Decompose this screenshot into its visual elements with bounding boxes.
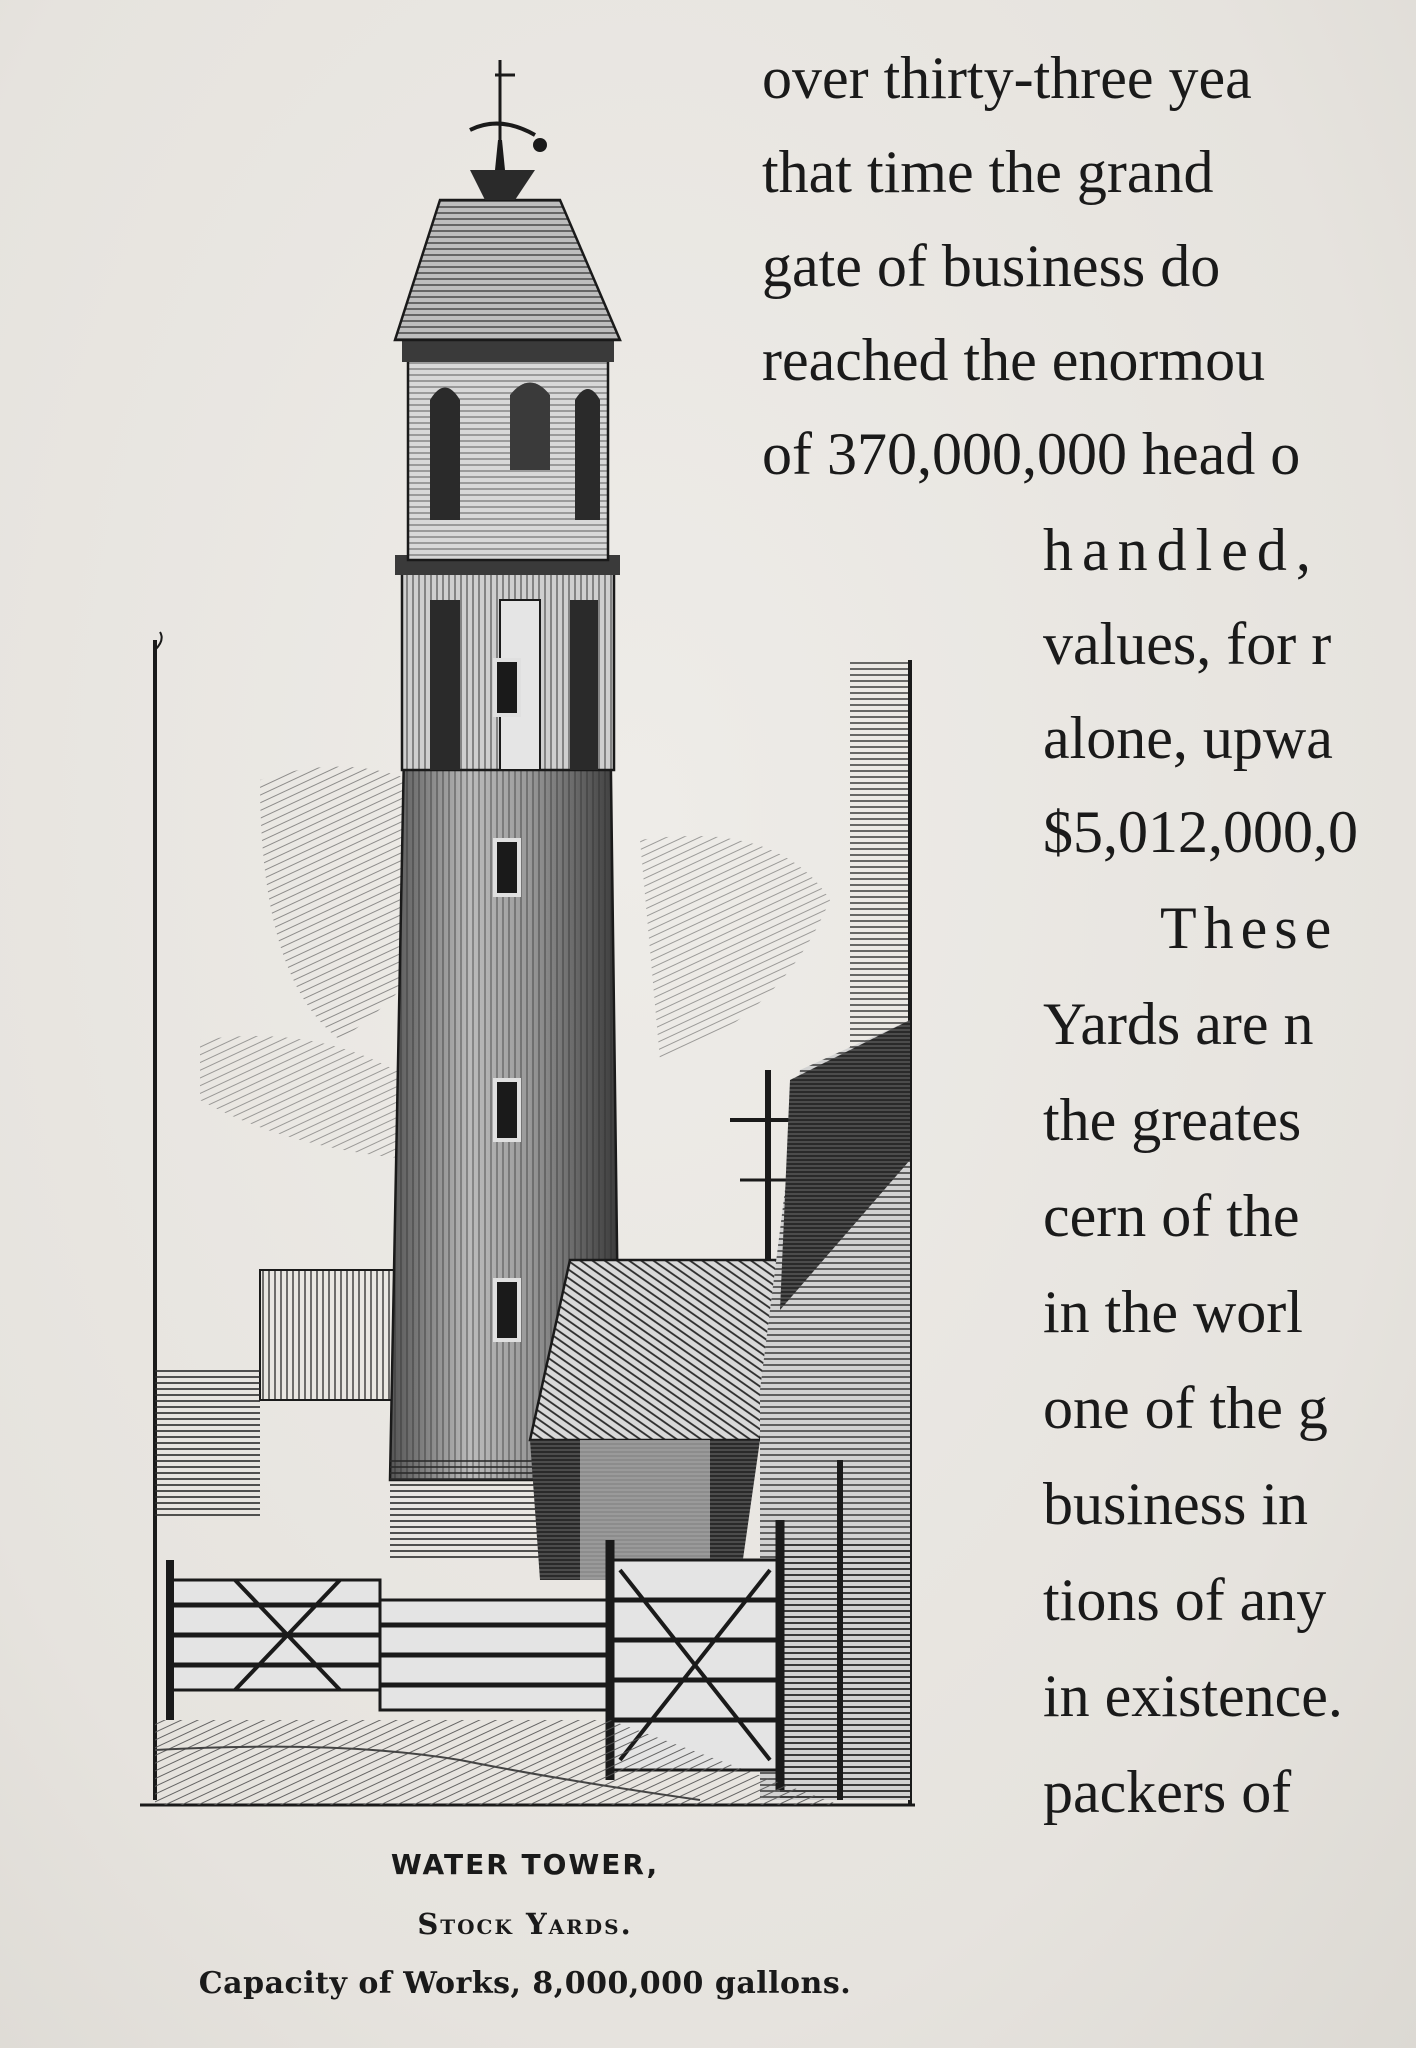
body-text-line: the greates bbox=[1043, 1087, 1302, 1153]
body-text-line: cern of the bbox=[1043, 1183, 1300, 1249]
body-text-line: packers of bbox=[1043, 1759, 1292, 1825]
body-text-line: of 370,000,000 head o bbox=[762, 421, 1301, 487]
body-text-line: These bbox=[1160, 895, 1339, 961]
body-text-line: one of the g bbox=[1043, 1375, 1328, 1441]
body-text-line: values, for r bbox=[1043, 611, 1332, 677]
body-text-line: tions of any bbox=[1043, 1567, 1327, 1633]
body-text-line: in existence. bbox=[1043, 1663, 1343, 1729]
body-text-line: business in bbox=[1043, 1471, 1309, 1537]
body-text-line: alone, upwa bbox=[1043, 705, 1333, 771]
body-text-line: handled, bbox=[1043, 517, 1320, 583]
body-text-line: in the worl bbox=[1043, 1279, 1303, 1345]
body-text-line: over thirty-three yea bbox=[762, 45, 1252, 111]
body-text-line: gate of business do bbox=[762, 233, 1221, 299]
water-tower-engraving bbox=[140, 60, 920, 1820]
body-text-line: reached the enormou bbox=[762, 327, 1266, 393]
caption-title: WATER TOWER, bbox=[390, 1848, 660, 1881]
caption-capacity: Capacity of Works, 8,000,000 gallons. bbox=[198, 1966, 852, 2001]
body-text-line: Yards are n bbox=[1043, 991, 1314, 1057]
body-text-line: $5,012,000,0 bbox=[1043, 799, 1358, 865]
body-text-line: that time the grand bbox=[762, 139, 1214, 205]
caption-subtitle: Stock Yards. bbox=[417, 1907, 633, 1941]
